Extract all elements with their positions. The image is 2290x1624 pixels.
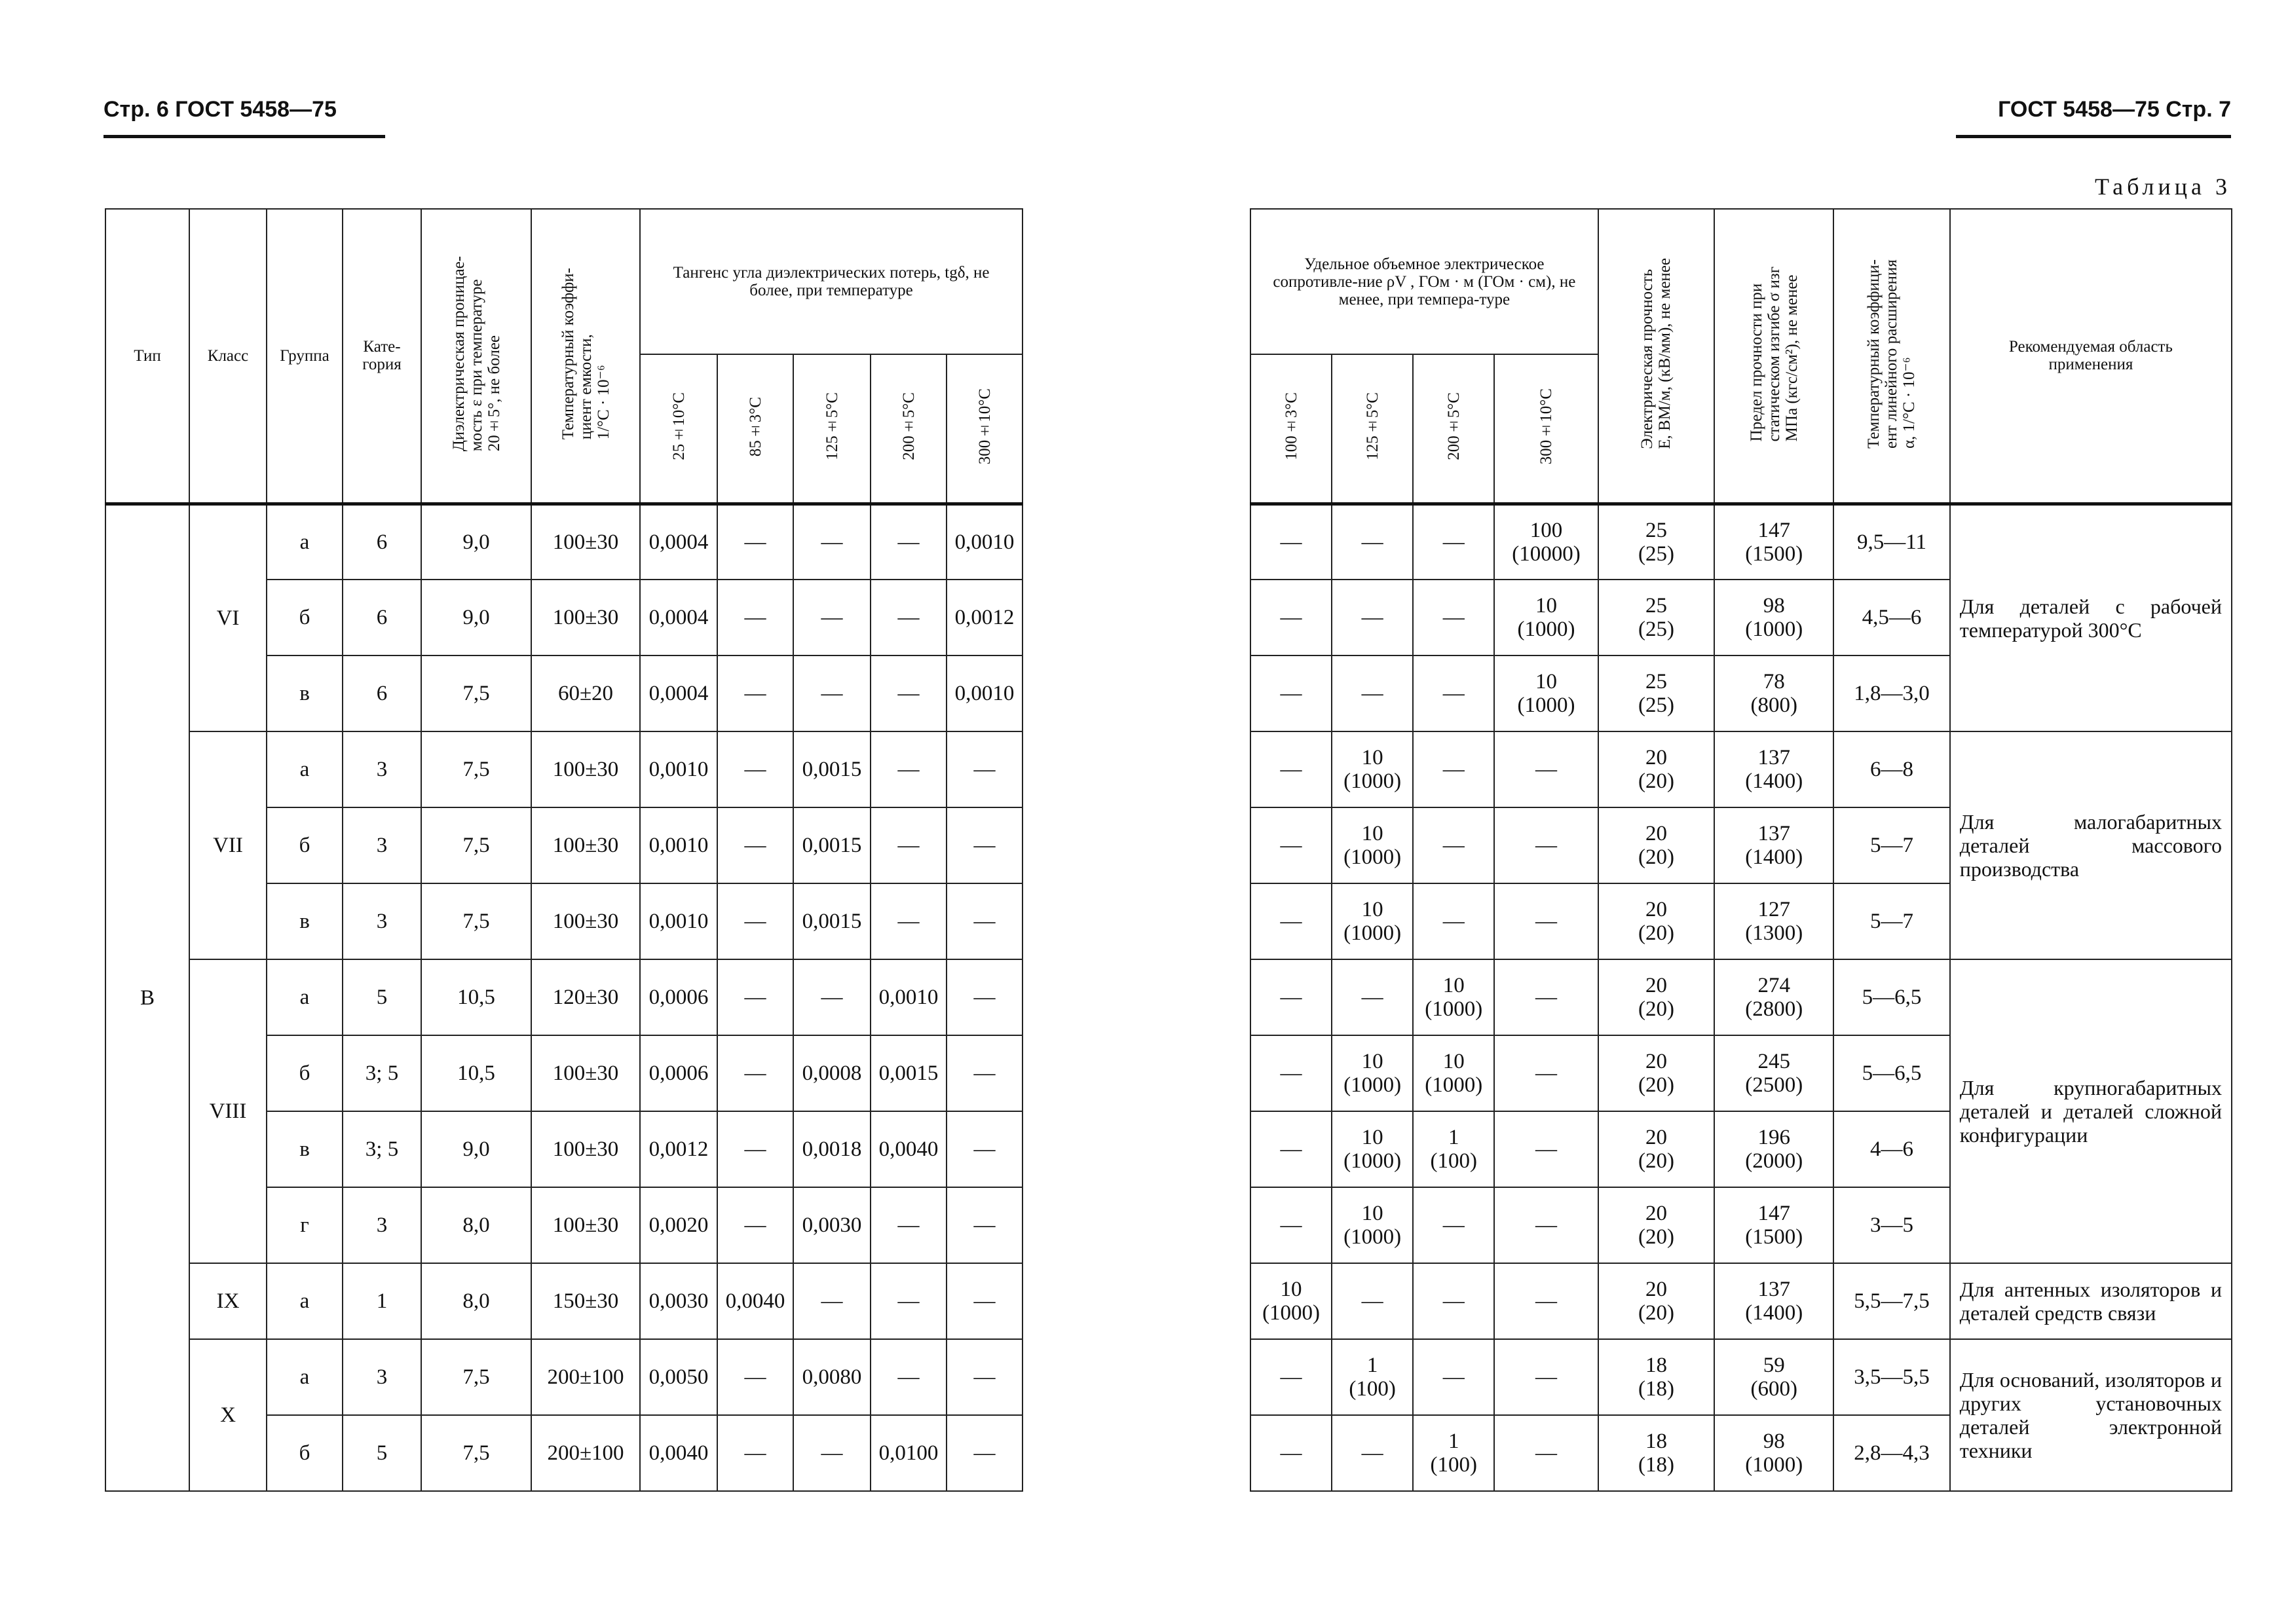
- resistivity-cell: —: [1332, 1263, 1413, 1339]
- category-cell: 5: [343, 959, 421, 1035]
- tangent-cell: —: [947, 1111, 1023, 1187]
- header-temp-coef: [531, 209, 640, 504]
- category-cell: 3; 5: [343, 1035, 421, 1111]
- tangent-cell: 0,0050: [640, 1339, 717, 1415]
- table-row: [105, 1339, 1023, 1415]
- tangent-cell: 0,0004: [640, 580, 717, 655]
- right-doc-code: ГОСТ 5458—75: [1998, 97, 2160, 122]
- bending-cell: 196 (2000): [1714, 1111, 1833, 1187]
- resistivity-cell: 10 (1000): [1494, 580, 1598, 655]
- tangent-cell: —: [717, 731, 793, 807]
- tangent-cell: 0,0012: [947, 580, 1023, 655]
- tangent-cell: 0,0040: [717, 1263, 793, 1339]
- bending-cell: 137 (1400): [1714, 731, 1833, 807]
- resistivity-cell: 1 (100): [1332, 1339, 1413, 1415]
- group-cell: а: [267, 1339, 343, 1415]
- tangent-cell: —: [717, 883, 793, 959]
- resistivity-cell: —: [1250, 655, 1332, 731]
- group-cell: б: [267, 1035, 343, 1111]
- resistivity-cell: —: [1494, 807, 1598, 883]
- class-cell: VIII: [189, 959, 267, 1263]
- temp-coef-cell: 60±20: [531, 655, 640, 731]
- tangent-cell: —: [947, 1263, 1023, 1339]
- header-application: Рекомендуемая область применения: [1950, 209, 2232, 504]
- bending-cell: 98 (1000): [1714, 580, 1833, 655]
- header-resistivity-temp: [1250, 354, 1332, 504]
- header-expansion-text: Температурный коэффици- ент линейного расширения α, 1/°C · 10⁻⁶: [1865, 259, 1919, 449]
- table-row: [1250, 504, 2232, 580]
- strength-cell: 18 (18): [1598, 1415, 1715, 1491]
- resistivity-cell: 10 (1000): [1494, 655, 1598, 731]
- tangent-cell: —: [871, 504, 947, 580]
- resistivity-cell: —: [1250, 1187, 1332, 1263]
- temp-coef-cell: 200±100: [531, 1339, 640, 1415]
- resistivity-cell: 10 (1000): [1332, 883, 1413, 959]
- table-row: [1250, 731, 2232, 807]
- header-resistivity-temp: [1332, 354, 1413, 504]
- tangent-cell: 0,0100: [871, 1415, 947, 1491]
- header-resistivity-temp: [1494, 354, 1598, 504]
- header-resistivity-temp: [1413, 354, 1494, 504]
- resistivity-cell: 10 (1000): [1332, 1035, 1413, 1111]
- resistivity-cell: —: [1250, 731, 1332, 807]
- permittivity-cell: 7,5: [421, 807, 531, 883]
- temp-coef-cell: 100±30: [531, 731, 640, 807]
- tangent-cell: 0,0030: [793, 1187, 871, 1263]
- tangent-cell: —: [871, 580, 947, 655]
- tangent-cell: —: [947, 959, 1023, 1035]
- tangent-cell: 0,0008: [793, 1035, 871, 1111]
- tangent-cell: —: [871, 655, 947, 731]
- tangent-cell: —: [947, 1339, 1023, 1415]
- header-resistivity-temp-text: 100±3°С: [1282, 392, 1300, 461]
- resistivity-cell: —: [1332, 1415, 1413, 1491]
- header-expansion: [1833, 209, 1950, 504]
- tangent-cell: 0,0015: [793, 731, 871, 807]
- permittivity-cell: 7,5: [421, 883, 531, 959]
- resistivity-cell: —: [1494, 1339, 1598, 1415]
- right-page: [1145, 0, 2290, 1624]
- group-cell: а: [267, 731, 343, 807]
- tangent-cell: —: [717, 1111, 793, 1187]
- strength-cell: 20 (20): [1598, 1263, 1715, 1339]
- application-cell: Для оснований, изоляторов и других установочных деталей электронной техники: [1950, 1339, 2232, 1491]
- tangent-cell: —: [871, 1339, 947, 1415]
- strength-cell: 20 (20): [1598, 731, 1715, 807]
- bending-cell: 245 (2500): [1714, 1035, 1833, 1111]
- table-row: [105, 1263, 1023, 1339]
- resistivity-cell: 10 (1000): [1332, 731, 1413, 807]
- expansion-cell: 5—7: [1833, 883, 1950, 959]
- expansion-cell: 1,8—3,0: [1833, 655, 1950, 731]
- tangent-cell: —: [947, 731, 1023, 807]
- category-cell: 5: [343, 1415, 421, 1491]
- resistivity-cell: —: [1494, 1035, 1598, 1111]
- permittivity-cell: 7,5: [421, 1415, 531, 1491]
- tangent-cell: 0,0015: [871, 1035, 947, 1111]
- application-cell: Для деталей с рабочей температурой 300°С: [1950, 504, 2232, 731]
- header-group: Группа: [267, 209, 343, 504]
- temp-coef-cell: 100±30: [531, 1035, 640, 1111]
- table-row: [1250, 1263, 2232, 1339]
- tangent-cell: —: [871, 1187, 947, 1263]
- expansion-cell: 4—6: [1833, 1111, 1950, 1187]
- tangent-cell: 0,0010: [947, 655, 1023, 731]
- tangent-cell: —: [793, 1263, 871, 1339]
- tangent-cell: 0,0015: [793, 883, 871, 959]
- table-row: [1250, 1339, 2232, 1415]
- tangent-cell: —: [793, 655, 871, 731]
- tangent-cell: —: [947, 1035, 1023, 1111]
- resistivity-cell: —: [1413, 504, 1494, 580]
- tangent-cell: 0,0012: [640, 1111, 717, 1187]
- resistivity-cell: —: [1332, 504, 1413, 580]
- resistivity-cell: —: [1494, 1111, 1598, 1187]
- temp-coef-cell: 100±30: [531, 1187, 640, 1263]
- resistivity-cell: 1 (100): [1413, 1415, 1494, 1491]
- resistivity-cell: —: [1332, 959, 1413, 1035]
- resistivity-cell: —: [1413, 1339, 1494, 1415]
- group-cell: а: [267, 504, 343, 580]
- properties-table-left: [105, 208, 1023, 1492]
- header-tangent-temp: [947, 354, 1023, 504]
- right-page-number: Стр. 7: [2166, 97, 2231, 122]
- bending-cell: 137 (1400): [1714, 1263, 1833, 1339]
- properties-table-right: [1250, 208, 2232, 1492]
- category-cell: 3; 5: [343, 1111, 421, 1187]
- category-cell: 3: [343, 1339, 421, 1415]
- strength-cell: 20 (20): [1598, 807, 1715, 883]
- tangent-cell: 0,0020: [640, 1187, 717, 1263]
- resistivity-cell: 1 (100): [1413, 1111, 1494, 1187]
- table-caption: Таблица 3: [2095, 174, 2231, 200]
- resistivity-cell: —: [1413, 807, 1494, 883]
- tangent-cell: —: [717, 807, 793, 883]
- expansion-cell: 6—8: [1833, 731, 1950, 807]
- header-strength: [1598, 209, 1715, 504]
- tangent-cell: 0,0080: [793, 1339, 871, 1415]
- resistivity-cell: —: [1250, 1035, 1332, 1111]
- tangent-cell: —: [717, 655, 793, 731]
- permittivity-cell: 9,0: [421, 504, 531, 580]
- header-tangent-temp-text: 200±5°С: [899, 392, 918, 461]
- tangent-cell: 0,0004: [640, 504, 717, 580]
- temp-coef-cell: 100±30: [531, 883, 640, 959]
- tangent-cell: 0,0010: [640, 807, 717, 883]
- resistivity-cell: 100 (10000): [1494, 504, 1598, 580]
- tangent-cell: 0,0004: [640, 655, 717, 731]
- tangent-cell: —: [871, 731, 947, 807]
- header-tangent-temp-text: 85±3°С: [746, 396, 764, 456]
- expansion-cell: 5,5—7,5: [1833, 1263, 1950, 1339]
- tangent-cell: 0,0010: [640, 731, 717, 807]
- tangent-cell: 0,0040: [871, 1111, 947, 1187]
- table-row: [105, 731, 1023, 807]
- resistivity-cell: —: [1413, 1187, 1494, 1263]
- resistivity-cell: —: [1250, 1415, 1332, 1491]
- header-tangent: Тангенс угла диэлектрических потерь, tgδ, не более, при температуре: [640, 209, 1023, 354]
- group-cell: г: [267, 1187, 343, 1263]
- temp-coef-cell: 200±100: [531, 1415, 640, 1491]
- temp-coef-cell: 150±30: [531, 1263, 640, 1339]
- tangent-cell: —: [717, 1187, 793, 1263]
- resistivity-cell: —: [1250, 959, 1332, 1035]
- expansion-cell: 5—6,5: [1833, 1035, 1950, 1111]
- bending-cell: 147 (1500): [1714, 504, 1833, 580]
- bending-cell: 127 (1300): [1714, 883, 1833, 959]
- strength-cell: 20 (20): [1598, 1187, 1715, 1263]
- temp-coef-cell: 100±30: [531, 504, 640, 580]
- permittivity-cell: 9,0: [421, 580, 531, 655]
- permittivity-cell: 10,5: [421, 1035, 531, 1111]
- resistivity-cell: —: [1494, 731, 1598, 807]
- header-permittivity: [421, 209, 531, 504]
- resistivity-cell: 10 (1000): [1332, 1187, 1413, 1263]
- resistivity-cell: —: [1250, 883, 1332, 959]
- header-resistivity-temp-text: 200±5°С: [1444, 392, 1463, 461]
- left-page-header: [103, 97, 337, 122]
- header-tangent-temp-text: 25±10°С: [669, 392, 688, 461]
- bending-cell: 137 (1400): [1714, 807, 1833, 883]
- permittivity-cell: 10,5: [421, 959, 531, 1035]
- header-tangent-temp-text: 125±5°С: [823, 392, 841, 461]
- permittivity-cell: 9,0: [421, 1111, 531, 1187]
- temp-coef-cell: 100±30: [531, 807, 640, 883]
- temp-coef-cell: 120±30: [531, 959, 640, 1035]
- tangent-cell: —: [871, 807, 947, 883]
- expansion-cell: 5—6,5: [1833, 959, 1950, 1035]
- resistivity-cell: —: [1250, 1111, 1332, 1187]
- expansion-cell: 4,5—6: [1833, 580, 1950, 655]
- header-type: Тип: [105, 209, 189, 504]
- expansion-cell: 3—5: [1833, 1187, 1950, 1263]
- group-cell: в: [267, 1111, 343, 1187]
- header-tangent-temp: [717, 354, 793, 504]
- strength-cell: 25 (25): [1598, 580, 1715, 655]
- resistivity-cell: 10 (1000): [1413, 959, 1494, 1035]
- left-header-rule: [103, 135, 385, 138]
- strength-cell: 20 (20): [1598, 1111, 1715, 1187]
- resistivity-cell: —: [1413, 883, 1494, 959]
- resistivity-cell: 10 (1000): [1332, 807, 1413, 883]
- bending-cell: 98 (1000): [1714, 1415, 1833, 1491]
- group-cell: б: [267, 807, 343, 883]
- tangent-cell: 0,0010: [871, 959, 947, 1035]
- resistivity-cell: —: [1413, 1263, 1494, 1339]
- tangent-cell: —: [793, 504, 871, 580]
- group-cell: б: [267, 580, 343, 655]
- resistivity-cell: —: [1250, 807, 1332, 883]
- tangent-cell: —: [947, 807, 1023, 883]
- bending-cell: 78 (800): [1714, 655, 1833, 731]
- header-resistivity-temp-text: 300±10°С: [1537, 388, 1555, 465]
- resistivity-cell: —: [1494, 1187, 1598, 1263]
- temp-coef-cell: 100±30: [531, 580, 640, 655]
- tangent-cell: —: [717, 1035, 793, 1111]
- category-cell: 3: [343, 731, 421, 807]
- resistivity-cell: —: [1250, 1339, 1332, 1415]
- table-row: [105, 504, 1023, 580]
- tangent-cell: —: [871, 1263, 947, 1339]
- group-cell: б: [267, 1415, 343, 1491]
- strength-cell: 20 (20): [1598, 883, 1715, 959]
- resistivity-cell: —: [1494, 1263, 1598, 1339]
- resistivity-cell: —: [1413, 580, 1494, 655]
- tangent-cell: —: [793, 959, 871, 1035]
- class-cell: IX: [189, 1263, 267, 1339]
- resistivity-cell: 10 (1000): [1413, 1035, 1494, 1111]
- class-cell: VII: [189, 731, 267, 959]
- class-cell: X: [189, 1339, 267, 1491]
- permittivity-cell: 8,0: [421, 1187, 531, 1263]
- header-tangent-temp: [871, 354, 947, 504]
- header-class: Класс: [189, 209, 267, 504]
- header-bending: [1714, 209, 1833, 504]
- tangent-cell: —: [793, 580, 871, 655]
- category-cell: 3: [343, 807, 421, 883]
- strength-cell: 25 (25): [1598, 655, 1715, 731]
- application-cell: Для антенных изоляторов и деталей средств связи: [1950, 1263, 2232, 1339]
- tangent-cell: —: [717, 1339, 793, 1415]
- tangent-cell: 0,0010: [947, 504, 1023, 580]
- table-row: [1250, 959, 2232, 1035]
- permittivity-cell: 7,5: [421, 1339, 531, 1415]
- header-strength-text: Электрическая прочность E, ВМ/м, (кВ/мм), не менее: [1638, 258, 1674, 450]
- bending-cell: 59 (600): [1714, 1339, 1833, 1415]
- header-resistivity: Удельное объемное электрическое сопротивле-ние ρV , ГОм · м (ГОм · см), не менее, при темпера-туре: [1250, 209, 1598, 354]
- expansion-cell: 9,5—11: [1833, 504, 1950, 580]
- tangent-cell: 0,0030: [640, 1263, 717, 1339]
- group-cell: а: [267, 959, 343, 1035]
- tangent-cell: —: [717, 1415, 793, 1491]
- header-category: Кате- гория: [343, 209, 421, 504]
- resistivity-cell: —: [1413, 655, 1494, 731]
- tangent-cell: —: [717, 959, 793, 1035]
- category-cell: 3: [343, 1187, 421, 1263]
- permittivity-cell: 7,5: [421, 731, 531, 807]
- resistivity-cell: —: [1494, 883, 1598, 959]
- resistivity-cell: —: [1332, 580, 1413, 655]
- table-row: [105, 959, 1023, 1035]
- expansion-cell: 3,5—5,5: [1833, 1339, 1950, 1415]
- tangent-cell: 0,0015: [793, 807, 871, 883]
- application-cell: Для крупногабаритных деталей и деталей сложной конфигурации: [1950, 959, 2232, 1263]
- category-cell: 6: [343, 504, 421, 580]
- tangent-cell: 0,0040: [640, 1415, 717, 1491]
- tangent-cell: —: [947, 883, 1023, 959]
- resistivity-cell: —: [1332, 655, 1413, 731]
- resistivity-cell: —: [1494, 959, 1598, 1035]
- right-page-header: [1998, 97, 2231, 122]
- strength-cell: 25 (25): [1598, 504, 1715, 580]
- header-tangent-temp: [793, 354, 871, 504]
- group-cell: в: [267, 883, 343, 959]
- category-cell: 6: [343, 580, 421, 655]
- left-page-number: Стр. 6: [103, 97, 169, 122]
- temp-coef-cell: 100±30: [531, 1111, 640, 1187]
- permittivity-cell: 8,0: [421, 1263, 531, 1339]
- tangent-cell: 0,0006: [640, 1035, 717, 1111]
- application-cell: Для малогабаритных деталей массового производства: [1950, 731, 2232, 959]
- resistivity-cell: —: [1250, 504, 1332, 580]
- tangent-cell: —: [793, 1415, 871, 1491]
- expansion-cell: 5—7: [1833, 807, 1950, 883]
- header-tangent-temp: [640, 354, 717, 504]
- bending-cell: 274 (2800): [1714, 959, 1833, 1035]
- tangent-cell: 0,0006: [640, 959, 717, 1035]
- category-cell: 3: [343, 883, 421, 959]
- type-cell: В: [105, 504, 189, 1491]
- bending-cell: 147 (1500): [1714, 1187, 1833, 1263]
- header-tangent-temp-text: 300±10°С: [975, 388, 994, 465]
- class-cell: VI: [189, 504, 267, 731]
- category-cell: 6: [343, 655, 421, 731]
- header-permittivity-text: Диэлектрическая проницае- мость ε при температуре 20±5°, не более: [449, 256, 503, 452]
- group-cell: а: [267, 1263, 343, 1339]
- resistivity-cell: —: [1413, 731, 1494, 807]
- right-header-rule: [1956, 135, 2231, 138]
- resistivity-cell: 10 (1000): [1332, 1111, 1413, 1187]
- strength-cell: 20 (20): [1598, 1035, 1715, 1111]
- left-doc-code: ГОСТ 5458—75: [175, 97, 337, 122]
- category-cell: 1: [343, 1263, 421, 1339]
- expansion-cell: 2,8—4,3: [1833, 1415, 1950, 1491]
- group-cell: в: [267, 655, 343, 731]
- resistivity-cell: —: [1250, 580, 1332, 655]
- resistivity-cell: —: [1494, 1415, 1598, 1491]
- tangent-cell: —: [947, 1187, 1023, 1263]
- tangent-cell: 0,0018: [793, 1111, 871, 1187]
- header-resistivity-temp-text: 125±5°С: [1363, 392, 1381, 461]
- strength-cell: 20 (20): [1598, 959, 1715, 1035]
- strength-cell: 18 (18): [1598, 1339, 1715, 1415]
- tangent-cell: 0,0010: [640, 883, 717, 959]
- header-temp-coef-text: Температурный коэффи- циент емкости, 1/°C · 10⁻⁶: [559, 268, 612, 440]
- permittivity-cell: 7,5: [421, 655, 531, 731]
- header-bending-text: Предел прочности при статическом изгибе σ изг МПа (кгс/см²), не менее: [1747, 266, 1801, 441]
- tangent-cell: —: [871, 883, 947, 959]
- resistivity-cell: 10 (1000): [1250, 1263, 1332, 1339]
- tangent-cell: —: [717, 504, 793, 580]
- tangent-cell: —: [947, 1415, 1023, 1491]
- tangent-cell: —: [717, 580, 793, 655]
